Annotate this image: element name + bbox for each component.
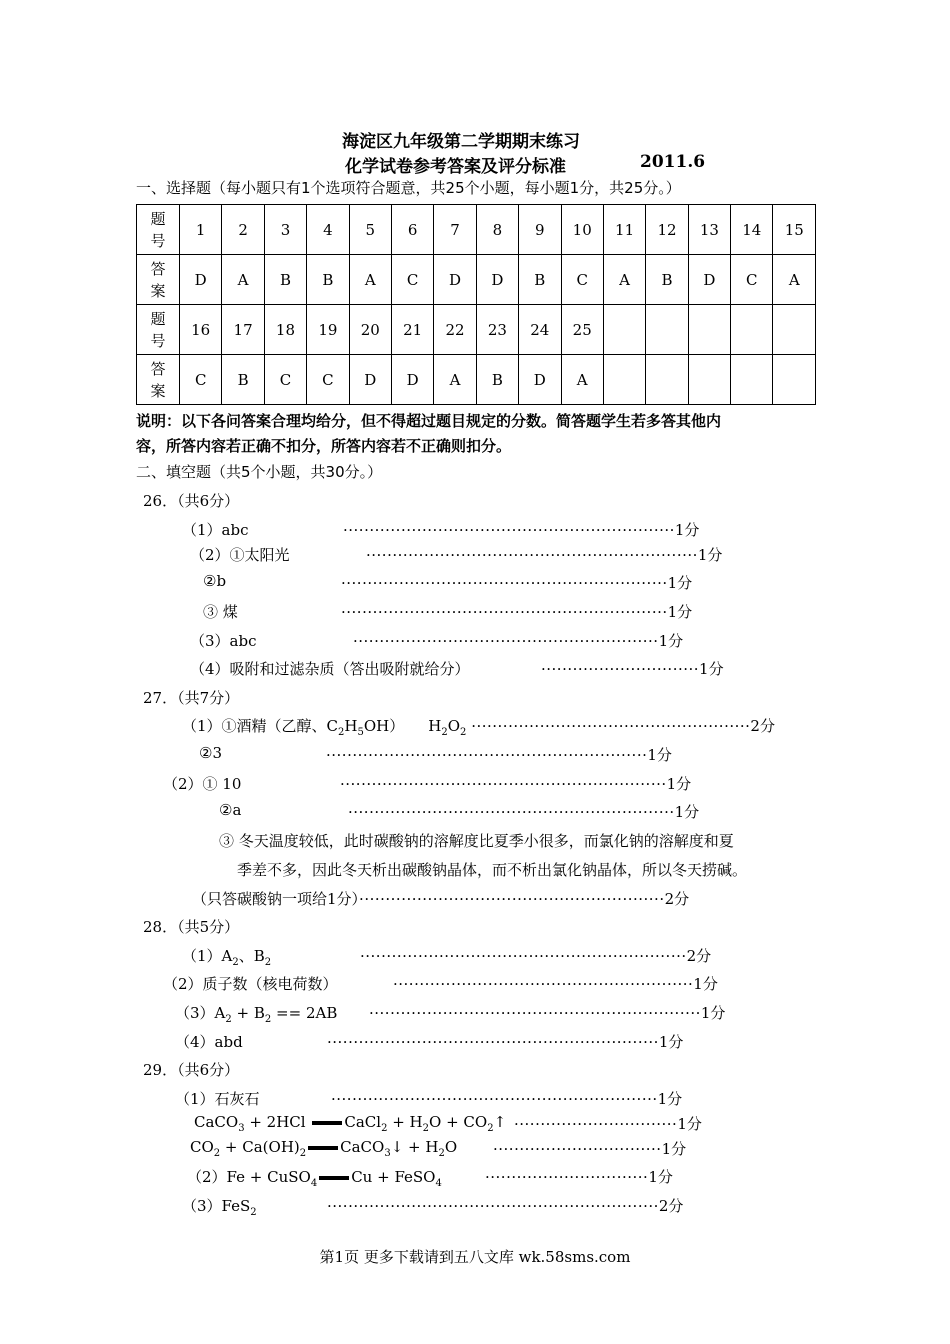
table-cell: D — [180, 255, 222, 305]
title-date: 2011.6 — [640, 152, 706, 172]
subscript: 3 — [238, 1123, 245, 1134]
q26-line4-score — [341, 601, 692, 622]
table-cell — [773, 305, 816, 355]
row-header: 题 号 — [137, 205, 180, 255]
score: 1分 — [648, 1168, 673, 1186]
text: CaCl — [344, 1113, 382, 1131]
text: == 2AB — [271, 1004, 338, 1022]
table-cell: D — [476, 255, 518, 305]
text: （3）FeS — [182, 1197, 251, 1215]
text: ↑ — [493, 1113, 507, 1131]
table-cell: A — [561, 355, 603, 405]
subscript: 2 — [438, 1148, 445, 1159]
table-cell: B — [519, 255, 561, 305]
text: OH） — [363, 717, 405, 735]
q28-line1-score — [360, 945, 711, 966]
note-line1: 说明：以下各问答案合理均给分，但不得超过题目规定的分数。简答题学生若多答其他内 — [136, 412, 722, 430]
subscript: 2 — [441, 727, 448, 738]
q26-line1 — [182, 519, 249, 540]
table-cell: 2 — [222, 205, 264, 255]
table-cell: 23 — [476, 305, 518, 355]
table-cell: D — [434, 255, 476, 305]
table-cell: 8 — [476, 205, 518, 255]
text: H — [344, 717, 358, 735]
row-header: 题 号 — [137, 305, 180, 355]
leader-dots: ······························································ — [340, 775, 667, 793]
table-cell: 19 — [307, 305, 349, 355]
q28-line4-score — [327, 1031, 683, 1052]
table-cell: 1 — [180, 205, 222, 255]
q29-equation2 — [190, 1138, 457, 1159]
text: O — [447, 717, 461, 735]
q27-line7 — [192, 888, 689, 909]
table-cell — [773, 355, 816, 405]
subscript: 2 — [381, 1123, 388, 1134]
q28-line4 — [175, 1031, 243, 1052]
answer-row — [137, 255, 816, 305]
score: 1分 — [666, 775, 692, 793]
table-cell: 14 — [731, 205, 773, 255]
answer-text: （4）abd — [175, 1033, 243, 1051]
leader-dots: ······························· — [485, 1168, 649, 1186]
answer-text: ②3 — [199, 744, 222, 762]
table-cell — [731, 305, 773, 355]
score: 1分 — [658, 1033, 684, 1051]
q26-line3 — [203, 572, 226, 590]
q26-line5 — [190, 630, 257, 651]
table-cell: A — [773, 255, 816, 305]
table-cell: D — [519, 355, 561, 405]
leader-dots: ······························································ — [341, 574, 668, 592]
q26-line6 — [190, 658, 470, 679]
score: 1分 — [677, 1115, 702, 1133]
q29-line3-score — [327, 1195, 683, 1216]
q28-line3-score — [369, 1002, 725, 1023]
table-cell: D — [391, 355, 433, 405]
table-cell: C — [307, 355, 349, 405]
title-line1: 海淀区九年级第二学期期末练习 — [342, 132, 580, 152]
q27-line6: 季差不多，因此冬天析出碳酸钠晶体，而不析出氯化钠晶体，所以冬天捞碱。 — [237, 861, 748, 879]
leader-dots: ································ — [493, 1140, 662, 1158]
answer-text: （2）①太阳光 — [190, 546, 290, 564]
score: 1分 — [674, 803, 700, 821]
leader-dots: ····················································· — [471, 717, 751, 735]
q26-line1-score — [343, 519, 699, 540]
leader-dots: ······························································ — [331, 1090, 658, 1108]
table-cell — [731, 355, 773, 405]
leader-dots: ······························································ — [360, 947, 687, 965]
score: 2分 — [750, 717, 775, 735]
leader-dots: ······························ — [541, 660, 700, 678]
table-cell: 12 — [646, 205, 688, 255]
text: Cu + FeSO — [351, 1168, 436, 1186]
q28-line2 — [163, 973, 338, 994]
leader-dots: ······························································ — [348, 803, 675, 821]
q28-line3 — [175, 1002, 337, 1025]
page-footer: 第1页 更多下载请到五八文库 wk.58sms.com — [319, 1248, 631, 1266]
q29-line1 — [175, 1088, 260, 1109]
q27-line2 — [199, 744, 222, 762]
answer-row — [137, 355, 816, 405]
answer-text: ③ 煤 — [203, 603, 238, 621]
text: （3）A — [175, 1004, 226, 1022]
leader-dots: ······························································· — [327, 1033, 659, 1051]
leader-dots: ·························································· — [359, 890, 665, 908]
answer-text: （3）abc — [190, 632, 257, 650]
subscript: 2 — [338, 727, 345, 738]
subscript: 2 — [487, 1123, 494, 1134]
section2-heading: 二、填空题（共5个小题，共30分。） — [136, 463, 383, 481]
score: 1分 — [658, 632, 684, 650]
table-cell: 13 — [688, 205, 730, 255]
leader-dots: ······························································· — [366, 546, 698, 564]
text: O + CO — [429, 1113, 488, 1131]
table-cell: 20 — [349, 305, 391, 355]
leader-dots: ······························································· — [327, 1197, 659, 1215]
table-cell: 24 — [519, 305, 561, 355]
score: 2分 — [658, 1197, 684, 1215]
table-cell: 17 — [222, 305, 264, 355]
table-cell: 18 — [264, 305, 306, 355]
q27-line4-score — [348, 801, 699, 822]
score: 1分 — [657, 1090, 683, 1108]
score: 2分 — [664, 890, 690, 908]
table-cell: 16 — [180, 305, 222, 355]
table-cell: B — [222, 355, 264, 405]
q29-equation1 — [194, 1113, 506, 1134]
table-cell: B — [646, 255, 688, 305]
answer-table — [136, 204, 816, 405]
q26-line5-score — [353, 630, 683, 651]
q29-line2-score — [485, 1166, 673, 1187]
table-cell: 6 — [391, 205, 433, 255]
q29-line1-score — [331, 1088, 682, 1109]
q27-line3 — [163, 773, 241, 794]
score: 1分 — [647, 746, 672, 764]
score: 1分 — [667, 603, 693, 621]
score: 1分 — [674, 521, 700, 539]
table-cell: C — [264, 355, 306, 405]
answer-text: ②b — [203, 572, 227, 590]
equals-bar — [308, 1146, 338, 1150]
table-cell: C — [561, 255, 603, 305]
table-cell: C — [180, 355, 222, 405]
table-cell — [688, 305, 730, 355]
note-line2: 容，所答内容若正确不扣分，所答内容若不正确则扣分。 — [136, 437, 512, 455]
table-cell: D — [688, 255, 730, 305]
q28-line2-score — [393, 973, 718, 994]
table-cell: A — [349, 255, 391, 305]
q26-line3-score — [341, 572, 692, 593]
q29-line2 — [187, 1166, 442, 1189]
leader-dots: ······························· — [514, 1115, 678, 1133]
table-cell — [603, 305, 645, 355]
text: + Ca(OH) — [220, 1138, 300, 1156]
equals-bar — [312, 1121, 342, 1125]
text: （1）①酒精（乙醇、C — [182, 717, 339, 735]
leader-dots: ························································· — [393, 975, 694, 993]
q29-line3 — [182, 1195, 257, 1218]
leader-dots: ·························································· — [353, 632, 659, 650]
q26-heading: 26．（共6分） — [143, 492, 240, 510]
subscript: 4 — [310, 1178, 318, 1189]
subscript: 2 — [250, 1207, 257, 1218]
q27-line1 — [182, 715, 775, 738]
row-header: 答 案 — [137, 355, 180, 405]
table-cell: 10 — [561, 205, 603, 255]
text: ↓ + H — [390, 1138, 439, 1156]
subscript: 5 — [357, 727, 364, 738]
answer-text: （1）石灰石 — [175, 1090, 260, 1108]
table-cell: 9 — [519, 205, 561, 255]
subscript: 2 — [232, 957, 239, 968]
table-cell: C — [391, 255, 433, 305]
q26-line6-score — [541, 658, 724, 679]
leader-dots: ······························································· — [343, 521, 675, 539]
title-line2: 化学试卷参考答案及评分标准 — [345, 157, 566, 177]
text: CO — [190, 1138, 214, 1156]
table-cell: 7 — [434, 205, 476, 255]
q27-line2-score — [326, 744, 672, 765]
score: 1分 — [700, 1004, 726, 1022]
subscript: 2 — [460, 727, 467, 738]
table-cell — [646, 305, 688, 355]
text: （1）A — [182, 947, 233, 965]
text: 、B — [238, 947, 265, 965]
q27-line5: ③ 冬天温度较低，此时碳酸钠的溶解度比夏季小很多，而氯化钠的溶解度和夏 — [219, 832, 734, 850]
table-cell: B — [307, 255, 349, 305]
table-cell: 25 — [561, 305, 603, 355]
score: 1分 — [661, 1140, 687, 1158]
answer-text: （1）abc — [182, 521, 249, 539]
equals-bar — [319, 1176, 349, 1180]
subscript: 4 — [435, 1178, 442, 1189]
table-cell: D — [349, 355, 391, 405]
q26-line4 — [203, 601, 238, 622]
question-number-row — [137, 205, 816, 255]
score: 1分 — [693, 975, 718, 993]
score: 1分 — [667, 574, 693, 592]
score: 1分 — [699, 660, 724, 678]
q27-line4 — [219, 801, 241, 819]
q26-line2 — [190, 544, 290, 565]
table-cell: 15 — [773, 205, 816, 255]
score: 2分 — [686, 947, 712, 965]
table-cell: 11 — [603, 205, 645, 255]
table-cell: 4 — [307, 205, 349, 255]
text: CaCO — [340, 1138, 385, 1156]
answer-text: （4）吸附和过滤杂质（答出吸附就给分） — [190, 660, 470, 678]
table-cell: A — [222, 255, 264, 305]
subscript: 2 — [299, 1148, 307, 1159]
q28-heading: 28．（共5分） — [143, 918, 240, 936]
q29-equation2-score — [493, 1138, 686, 1159]
subscript: 2 — [422, 1123, 429, 1134]
table-cell: 22 — [434, 305, 476, 355]
table-cell — [688, 355, 730, 405]
table-cell: C — [731, 255, 773, 305]
leader-dots: ····························································· — [326, 746, 648, 764]
q29-equation1-score — [514, 1113, 702, 1134]
table-cell — [603, 355, 645, 405]
text: + H — [387, 1113, 423, 1131]
subscript: 2 — [225, 1014, 232, 1025]
table-cell: 5 — [349, 205, 391, 255]
text: H — [428, 717, 442, 735]
subscript: 2 — [264, 1014, 272, 1025]
leader-dots: ······························································ — [341, 603, 668, 621]
text: + 2HCl — [244, 1113, 311, 1131]
text: O — [444, 1138, 458, 1156]
table-cell — [646, 355, 688, 405]
text: CaCO — [194, 1113, 239, 1131]
subscript: 2 — [264, 957, 272, 968]
subscript: 3 — [384, 1148, 391, 1159]
text: （2）Fe + CuSO — [187, 1168, 311, 1186]
section1-heading: 一、选择题（每小题只有1个选项符合题意，共25个小题，每小题1分，共25分。） — [136, 179, 681, 197]
subscript: 2 — [213, 1148, 221, 1159]
q27-line3-score — [340, 773, 691, 794]
answer-text: （2）质子数（核电荷数） — [163, 975, 338, 993]
answer-text: ②a — [219, 801, 242, 819]
q28-line1 — [182, 945, 271, 968]
table-cell: B — [476, 355, 518, 405]
table-cell: 21 — [391, 305, 433, 355]
question-number-row — [137, 305, 816, 355]
q26-line2-score — [366, 544, 722, 565]
text: + B — [231, 1004, 265, 1022]
answer-text: （2）① 10 — [163, 775, 242, 793]
row-header: 答 案 — [137, 255, 180, 305]
table-cell: 3 — [264, 205, 306, 255]
q27-heading: 27．（共7分） — [143, 689, 240, 707]
score: 1分 — [697, 546, 723, 564]
leader-dots: ······························································· — [369, 1004, 701, 1022]
table-cell: B — [264, 255, 306, 305]
table-cell: A — [434, 355, 476, 405]
answer-text: （只答碳酸钠一项给1分） — [192, 890, 360, 908]
table-cell: A — [603, 255, 645, 305]
q29-heading: 29．（共6分） — [143, 1061, 240, 1079]
